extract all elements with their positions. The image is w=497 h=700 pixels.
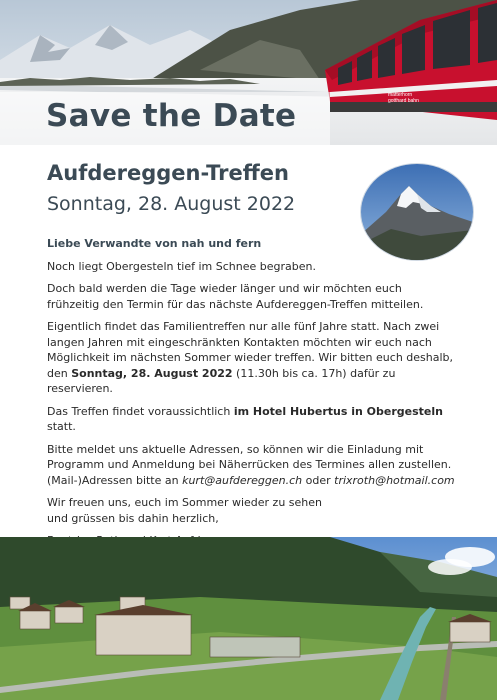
train-logo-text-1: matterhorn (388, 92, 413, 98)
train-logo-text-2: gotthard bahn (388, 98, 419, 104)
village-summer-photo (0, 537, 497, 700)
p6-line-2: und grüssen bis dahin herzlich, (47, 511, 219, 525)
p3-text-a: Eigentlich findet das Familientreffen nur alle fünf Jahre statt. Nach zwei langen Jahren mit eingeschränkten Kontakten möchten wir euch nach Möglichkeit im nächsten Sommer wieder treffen. Wir bitten euch deshalb, den (47, 320, 454, 380)
letter-paragraph-6 (47, 495, 457, 526)
letter-paragraph-1: Noch liegt Obergesteln tief im Schnee begraben. (47, 259, 316, 273)
p6-line-1: Wir freuen uns, euch im Sommer wieder zu sehen (47, 496, 322, 509)
letter-paragraph-5 (47, 442, 457, 489)
p5-or: oder (302, 473, 335, 487)
page-title: Save the Date (46, 98, 297, 134)
email-link-kurt[interactable]: kurt@aufdereggen.ch (182, 473, 303, 487)
letter-greeting: Liebe Verwandte von nah und fern (47, 237, 262, 250)
event-heading: Aufdereggen-Treffen (47, 161, 289, 185)
letter-body (47, 236, 457, 556)
p4-text-a: Das Treffen findet voraussichtlich (47, 404, 234, 418)
event-date: Sonntag, 28. August 2022 (47, 193, 296, 215)
p5-text-a: Bitte meldet uns aktuelle Adressen, so können wir die Einladung mit Programm und Anmeldung bei Näherrücken des Termines allen zustellen. (Mail-)Adressen bitte an (47, 442, 452, 487)
p3-date-bold: Sonntag, 28. August 2022 (71, 366, 233, 380)
p4-text-b: statt. (47, 420, 76, 433)
p3-text-b: (11.30h bis ca. 17h) dafür zu reservieren. (47, 366, 396, 395)
letter-paragraph-3 (47, 319, 457, 397)
letter-paragraph-4 (47, 404, 457, 435)
p4-venue-bold: im Hotel Hubertus in Obergesteln (233, 404, 443, 418)
letter-paragraph-2: Doch bald werden die Tage wieder länger und wir möchten euch frühzeitig den Termin für das nächste Aufdereggen-Treffen mitteilen. (47, 282, 424, 311)
email-link-trix[interactable]: trixroth@hotmail.com (334, 473, 455, 487)
